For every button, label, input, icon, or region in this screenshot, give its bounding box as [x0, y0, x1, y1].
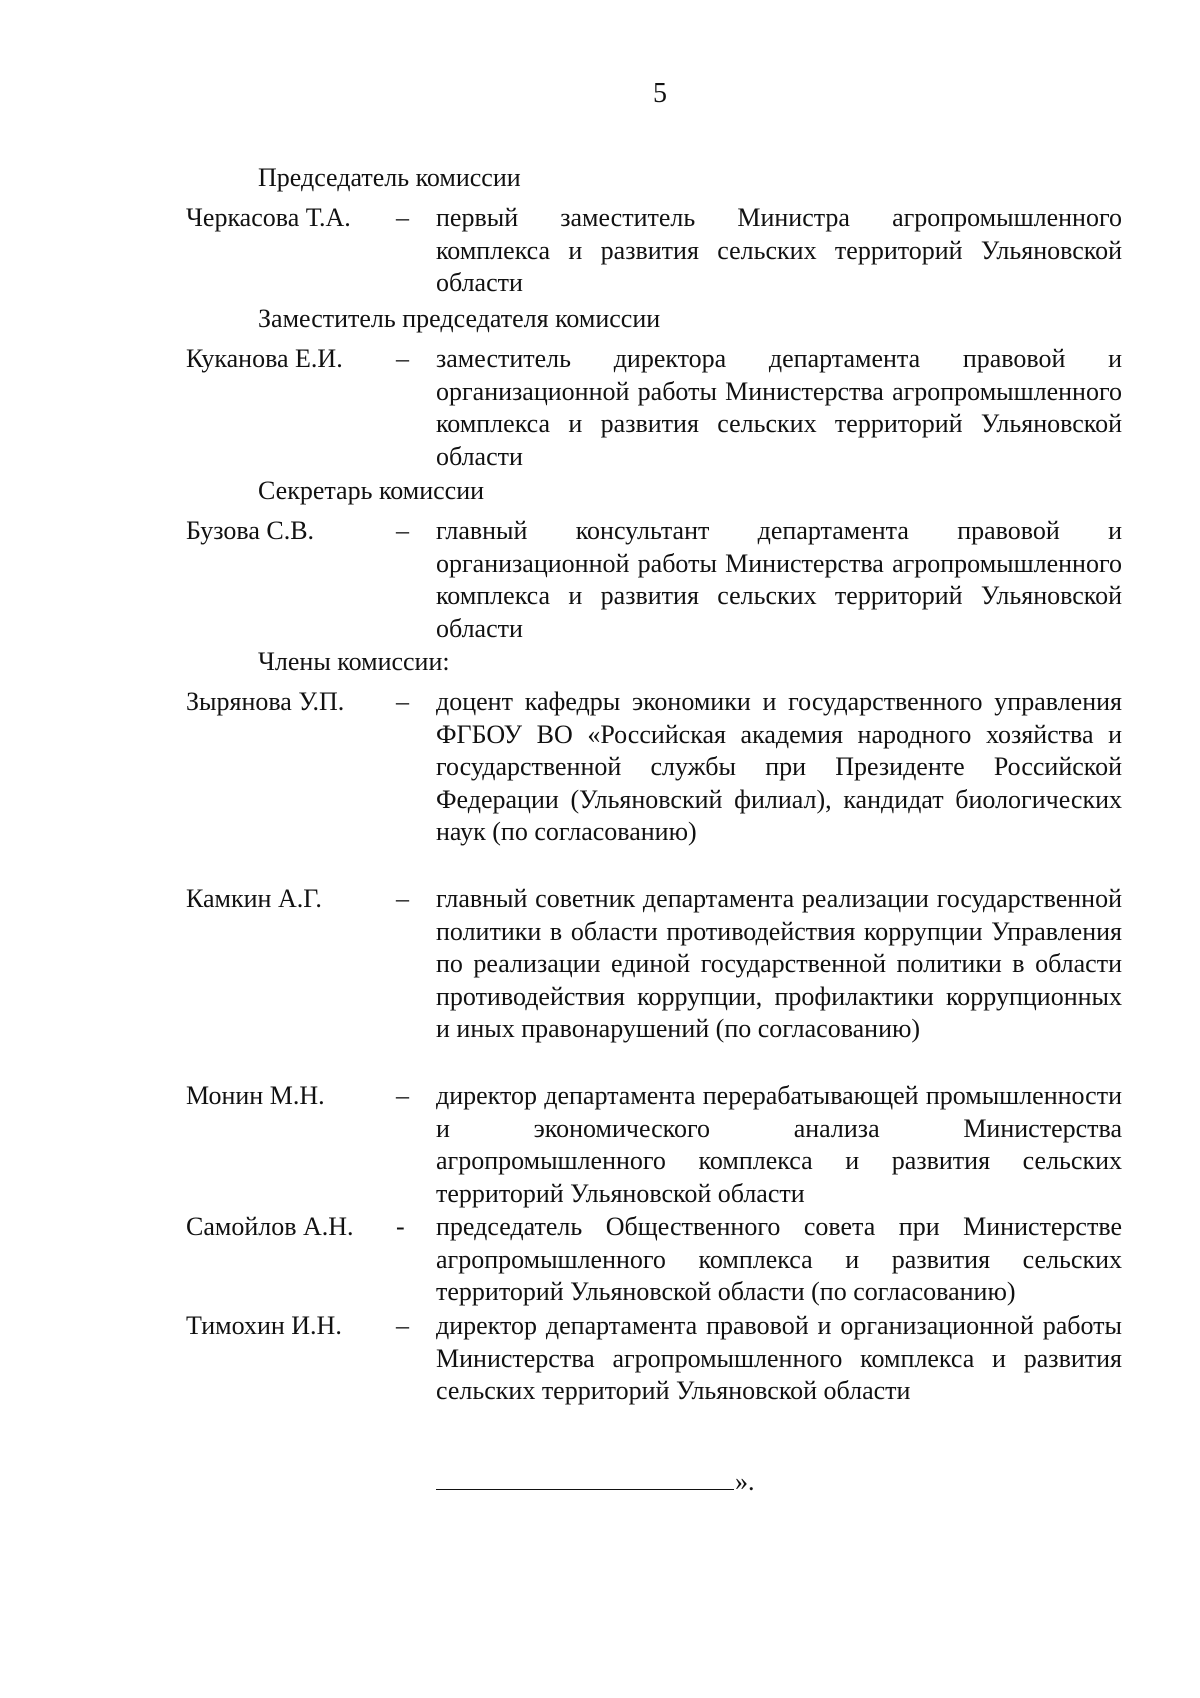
- section-title-deputy: Заместитель председателя комиссии: [258, 304, 661, 333]
- member-position: директор департамента перерабатывающей промышленности и экономического анализа Министерства агропромышленного комплекса и развития сельских территорий Ульяновской области: [436, 1081, 1122, 1208]
- member-dash: –: [396, 1311, 409, 1340]
- member-name: Монин М.Н.: [186, 1081, 325, 1110]
- signature-underline: [436, 1489, 734, 1490]
- page-number: 5: [653, 78, 667, 109]
- member-position: директор департамента правовой и организационной работы Министерства агропромышленного комплекса и развития сельских территорий Ульяновской области: [436, 1311, 1122, 1405]
- member-dash: –: [396, 203, 409, 232]
- member-name: Самойлов А.Н.: [186, 1212, 354, 1241]
- member-name: Черкасова Т.А.: [186, 203, 351, 232]
- member-name: Камкин А.Г.: [186, 884, 322, 913]
- member-position: первый заместитель Министра агропромышленного комплекса и развития сельских территорий Ульяновской области: [436, 203, 1122, 297]
- member-name: Зырянова У.П.: [186, 687, 345, 716]
- section-title-members: Члены комиссии:: [258, 647, 450, 676]
- member-dash: –: [396, 344, 409, 373]
- member-dash: –: [396, 884, 409, 913]
- member-name: Бузова С.В.: [186, 516, 315, 545]
- member-position: доцент кафедры экономики и государственного управления ФГБОУ ВО «Российская академия народного хозяйства и государственной службы при Президенте Российской Федерации (Ульяновский филиал), кандидат биологических наук (по согласованию): [436, 687, 1122, 846]
- member-position: главный консультант департамента правовой и организационной работы Министерства агропромышленного комплекса и развития сельских территорий Ульяновской области: [436, 516, 1122, 643]
- member-dash: -: [396, 1212, 405, 1241]
- member-name: Куканова Е.И.: [186, 344, 343, 373]
- member-position: главный советник департамента реализации государственной политики в области противодействия коррупции Управления по реализации единой государственной политики в области противодействия коррупции, профилактики коррупционных и иных правонарушений (по согласованию): [436, 884, 1122, 1043]
- closing-line: [436, 1466, 755, 1498]
- member-dash: –: [396, 516, 409, 545]
- member-dash: –: [396, 1081, 409, 1110]
- member-position: заместитель директора департамента правовой и организационной работы Министерства агропромышленного комплекса и развития сельских территорий Ульяновской области: [436, 344, 1122, 471]
- section-title-chair: Председатель комиссии: [258, 163, 521, 192]
- closing-quote: ».: [735, 1467, 755, 1496]
- member-dash: –: [396, 687, 409, 716]
- section-title-secretary: Секретарь комиссии: [258, 476, 485, 505]
- member-position: председатель Общественного совета при Министерстве агропромышленного комплекса и развития сельских территорий Ульяновской области (по согласованию): [436, 1212, 1122, 1306]
- member-name: Тимохин И.Н.: [186, 1311, 342, 1340]
